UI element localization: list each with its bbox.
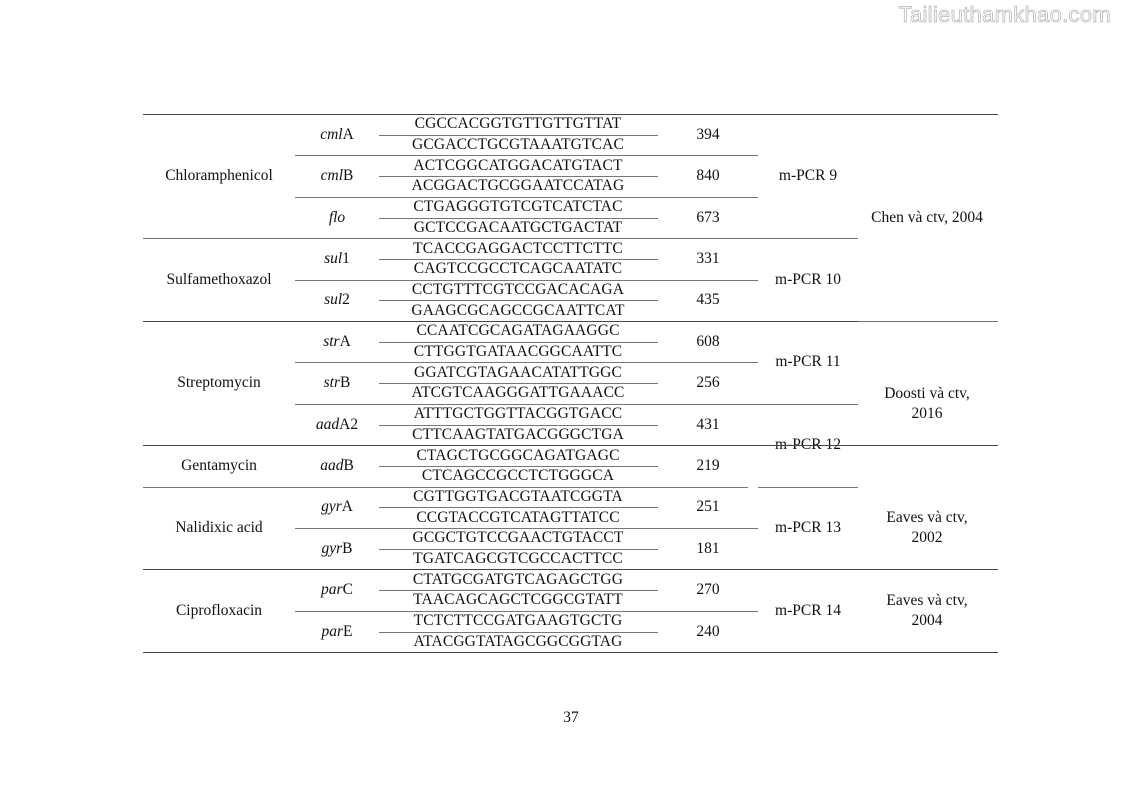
gene-name [320, 125, 354, 145]
primer-divider [379, 300, 658, 301]
reverse-primer: TGATCAGCGTCGCCACTTCC [413, 550, 623, 568]
gene-suffix: A [341, 498, 353, 516]
gene-suffix: E [343, 622, 353, 640]
gene-prefix: aad [320, 456, 344, 474]
pcr-group: m-PCR 13 [775, 519, 841, 536]
gene-name [329, 208, 345, 228]
reverse-primer: ATCGTCAAGGGATTGAAACC [411, 384, 625, 402]
gene-name [316, 415, 358, 435]
gene-name [324, 249, 350, 269]
primer-divider [379, 383, 658, 384]
reverse-primer: GCTCCGACAATGCTGACTAT [413, 218, 623, 236]
ref-divider [858, 321, 998, 322]
gene-divider [295, 404, 758, 405]
group-divider [143, 238, 858, 239]
antibiotic-cell: Streptomycin [177, 374, 261, 392]
gene-prefix: gyr [321, 539, 343, 557]
primer-divider [379, 176, 658, 177]
gene-suffix: B [343, 456, 354, 474]
pcr-group: m-PCR 10 [775, 270, 841, 288]
reverse-primer: CAGTCCGCCTCAGCAATATC [413, 260, 623, 278]
reverse-primer: GAAGCGCAGCCGCAATTCAT [411, 301, 625, 319]
gene-prefix: gyr [321, 498, 342, 516]
gene-suffix: B [340, 374, 351, 392]
gene-divider [295, 280, 758, 281]
gene-name [321, 580, 353, 600]
forward-primer: CCTGTTTCGTCCGACACAGA [411, 280, 625, 298]
page-number: 37 [563, 709, 579, 726]
gene-suffix: C [342, 581, 353, 599]
gene-name [320, 456, 354, 476]
pcr-divider [758, 404, 858, 405]
primer-divider [379, 218, 658, 219]
product-size: 219 [696, 456, 720, 474]
reference: Chen và ctv, 2004 [871, 208, 983, 226]
table-top-rule [143, 114, 998, 115]
reverse-primer: GCGACCTGCGTAAATGTCAC [412, 136, 624, 154]
forward-primer: TCTCTTCCGATGAAGTGCTG [413, 612, 623, 630]
reverse-primer: CTCAGCCGCCTCTGGGCA [421, 467, 615, 485]
gene-prefix: par [321, 581, 343, 599]
forward-primer: CGTTGGTGACGTAATCGGTA [413, 487, 623, 505]
product-size: 240 [696, 622, 720, 640]
forward-primer: ACTCGGCATGGACATGTACT [413, 156, 623, 174]
product-size: 181 [696, 539, 720, 557]
product-size: 256 [696, 374, 720, 392]
forward-primer: CCAATCGCAGATAGAAGGC [416, 322, 620, 340]
antibiotic-cell: Ciprofloxacin [175, 601, 263, 619]
forward-primer: GCGCTGTCCGAACTGTACCT [412, 529, 624, 547]
reference: Doosti và ctv, [884, 384, 970, 402]
product-size: 270 [696, 581, 720, 599]
primer-divider [379, 466, 658, 467]
group-divider [143, 487, 748, 488]
reference: Eaves và ctv, [886, 509, 968, 526]
pcr-group: m-PCR 11 [775, 353, 841, 371]
gene-divider [295, 362, 758, 363]
product-size: 608 [696, 332, 720, 350]
pcr-group: m-PCR 9 [778, 167, 838, 185]
reference: 2016 [911, 404, 943, 422]
gene-name [324, 290, 350, 310]
product-size: 394 [696, 125, 720, 143]
gene-prefix: sul [324, 249, 343, 267]
primer-divider [379, 507, 658, 508]
gene-name [323, 332, 351, 352]
antibiotic-cell: Gentamycin [181, 456, 257, 474]
forward-primer: CTGAGGGTGTCGTCATCTAC [413, 198, 623, 216]
antibiotic-cell: Nalidixic acid [175, 519, 263, 536]
product-size: 251 [696, 498, 720, 516]
gene-name [321, 497, 353, 517]
gene-suffix: B [342, 539, 353, 557]
reference: 2002 [911, 529, 943, 546]
reverse-primer: ACGGACTGCGGAATCCATAG [411, 177, 625, 195]
gene-prefix: cml [320, 167, 344, 185]
reverse-primer: TAACAGCAGCTCGGCGTATT [413, 591, 623, 609]
reference: 2004 [911, 611, 943, 629]
gene-prefix: par [321, 622, 344, 640]
gene-name [321, 539, 352, 559]
primer-divider [379, 342, 658, 343]
primer-divider [379, 259, 658, 260]
gene-name [321, 622, 352, 642]
primer-divider [379, 135, 658, 136]
watermark: Tailieuthamkhao.com [898, 2, 1111, 27]
gene-name [324, 373, 351, 393]
forward-primer: CGCCACGGTGTTGTTGTTAT [414, 115, 622, 133]
product-size: 431 [696, 415, 720, 433]
primer-divider [379, 590, 658, 591]
gene-suffix: 1 [342, 249, 350, 267]
primer-divider [379, 549, 658, 550]
product-size: 673 [696, 208, 720, 226]
group-divider [143, 569, 998, 570]
product-size: 331 [696, 249, 720, 267]
gene-prefix: sul [324, 291, 343, 309]
forward-primer: GGATCGTAGAACATATTGGC [413, 363, 623, 381]
gene-suffix: A [342, 125, 354, 143]
antibiotic-cell: Sulfamethoxazol [166, 270, 272, 288]
pcr-group: m-PCR 12 [775, 436, 841, 454]
gene-prefix: flo [328, 208, 346, 226]
pcr-group: m-PCR 14 [775, 601, 841, 619]
primer-divider [379, 425, 658, 426]
product-size: 435 [696, 291, 720, 309]
primer-divider [379, 632, 658, 633]
gene-divider [295, 155, 758, 156]
forward-primer: TCACCGAGGACTCCTTCTTC [413, 239, 623, 257]
gene-divider [295, 528, 758, 529]
product-size: 840 [696, 167, 720, 185]
reverse-primer: ATACGGTATAGCGGCGGTAG [413, 632, 623, 650]
gene-prefix: aad [315, 415, 340, 433]
table-bottom-rule [143, 652, 998, 653]
gene-divider [295, 611, 758, 612]
antibiotic-cell: Chloramphenicol [165, 167, 273, 185]
forward-primer: CTATGCGATGTCAGAGCTGG [412, 570, 624, 588]
forward-primer: CTAGCTGCGGCAGATGAGC [416, 446, 620, 464]
gene-prefix: cml [320, 125, 343, 143]
gene-prefix: str [323, 374, 341, 392]
forward-primer: ATTTGCTGGTTACGGTGACC [413, 405, 623, 423]
reverse-primer: CTTGGTGATAACGGCAATTC [413, 343, 623, 361]
gene-suffix: B [343, 167, 354, 185]
gene-suffix: A2 [339, 415, 359, 433]
reverse-primer: CTTCAAGTATGACGGGCTGA [412, 425, 624, 443]
gene-suffix: 2 [342, 291, 350, 309]
gene-name [321, 166, 354, 186]
pcr-divider [758, 487, 858, 488]
reference: Eaves và ctv, [886, 591, 968, 609]
gene-suffix: A [339, 332, 351, 350]
group-divider [143, 445, 998, 446]
gene-prefix: str [323, 332, 340, 350]
reverse-primer: CCGTACCGTCATAGTTATCC [416, 508, 620, 526]
gene-divider [295, 197, 758, 198]
